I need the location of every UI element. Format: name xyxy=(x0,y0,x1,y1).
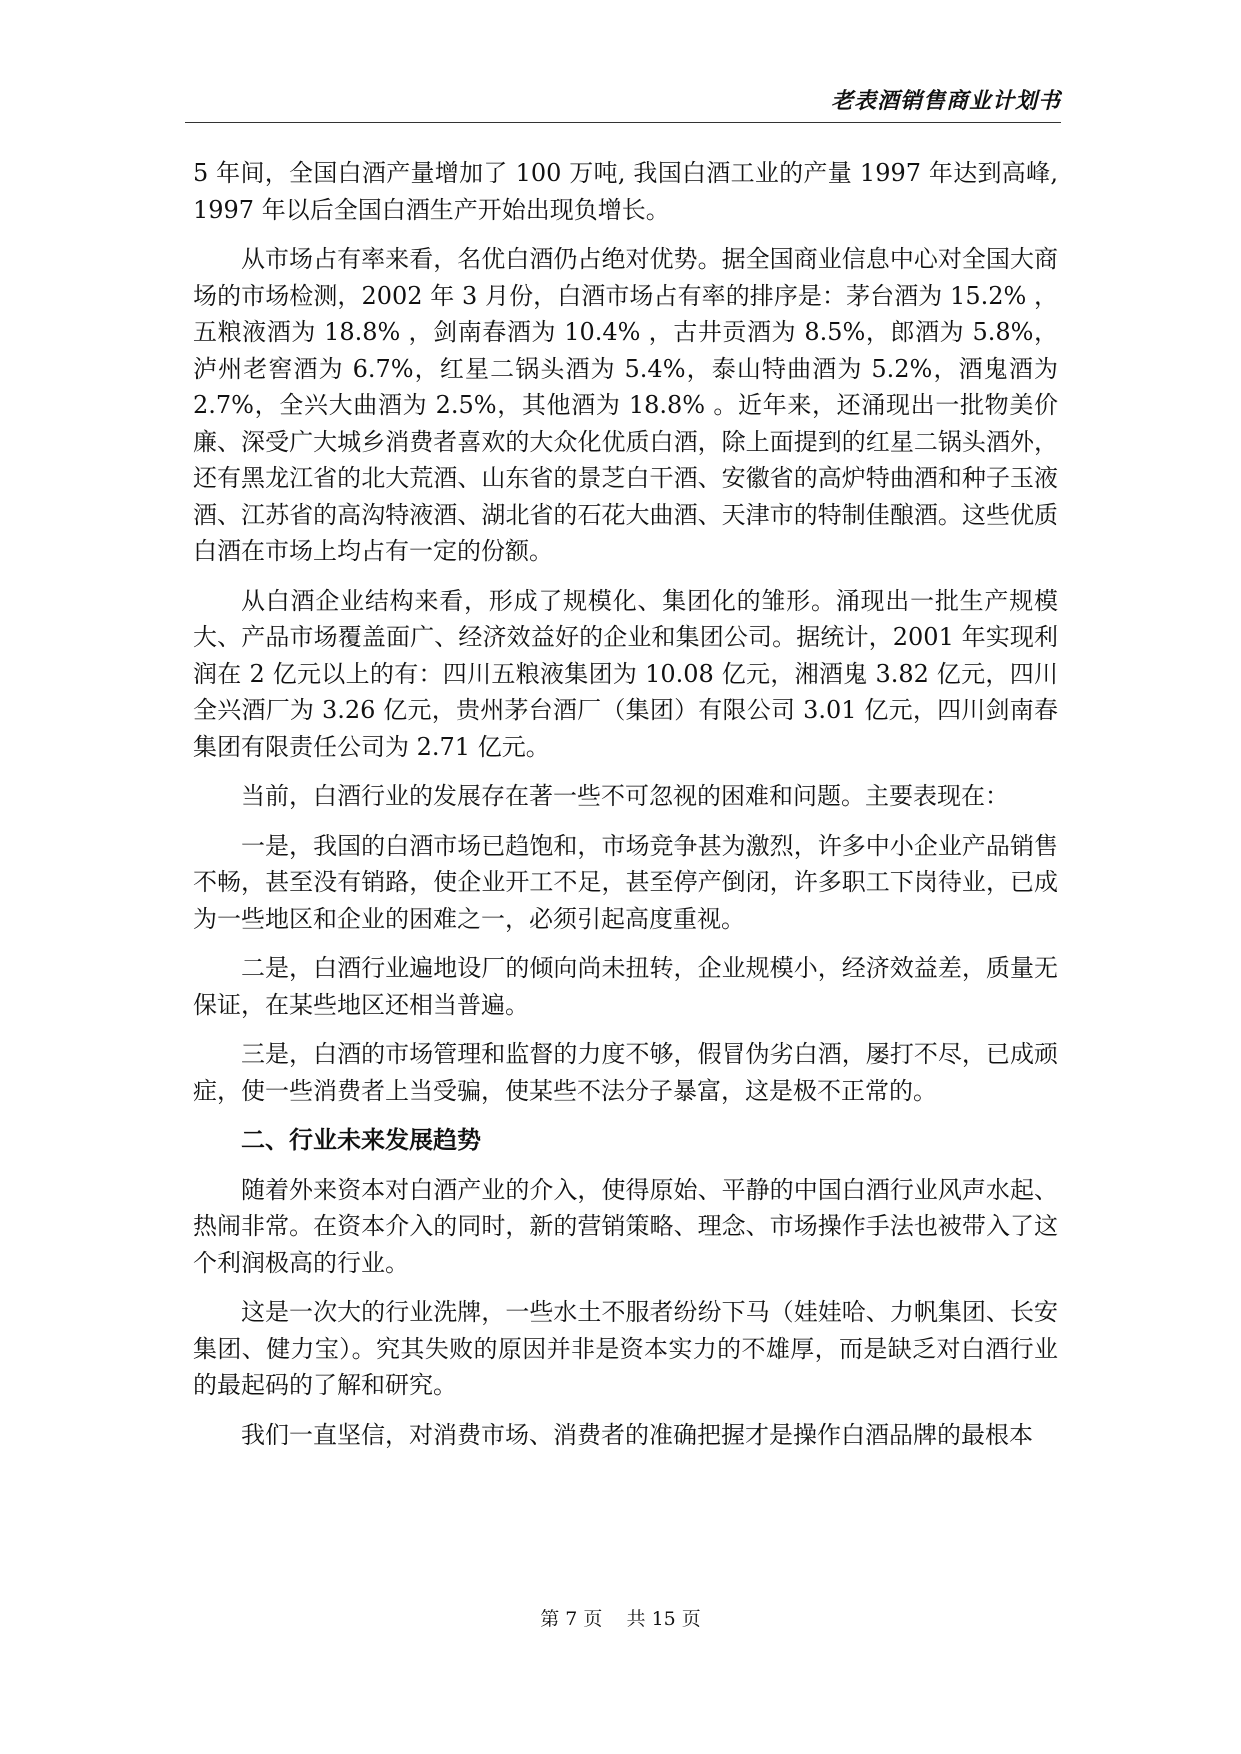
paragraph: 从市场占有率来看，名优白酒仍占绝对优势。据全国商业信息中心对全国大商场的市场检测，2002 年 3 月份，白酒市场占有率的排序是：茅台酒为 15.2% ，五粮液酒为 18.8% ，剑南春酒为 10.4% ，古井贡酒为 8.5%，郎酒为 5.8%，泸州老窖酒为 6.7%，红星二锅头酒为 5.4%，泰山特曲酒为 5.2%，酒鬼酒为 2.7%，全兴大曲酒为 2.5%，其他酒为 18.8% 。近年来，还涌现出一批物美价廉、深受广大城乡消费者喜欢的大众化优质白酒，除上面提到的红星二锅头酒外，还有黑龙江省的北大荒酒、山东省的景芝白干酒、安徽省的高炉特曲酒和种子玉液酒、江苏省的高沟特液酒、湖北省的石花大曲酒、天津市的特制佳酿酒。这些优质白酒在市场上均占有一定的份额。 xyxy=(193,245,1058,565)
paragraph: 随着外来资本对白酒产业的介入，使得原始、平静的中国白酒行业风声水起、热闹非常。在资本介入的同时，新的营销策略、理念、市场操作手法也被带入了这个利润极高的行业。 xyxy=(193,1175,1058,1277)
paragraph: 这是一次大的行业洗牌，一些水土不服者纷纷下马（娃娃哈、力帆集团、长安集团、健力宝）。究其失败的原因并非是资本实力的不雄厚，而是缺乏对白酒行业的最起码的了解和研究。 xyxy=(193,1298,1058,1399)
header-title: 老表酒销售商业计划书 xyxy=(830,88,1061,114)
paragraph: 我们一直坚信，对消费市场、消费者的准确把握才是操作白酒品牌的最根本 xyxy=(241,1420,1033,1449)
page-header xyxy=(185,82,1061,123)
page-footer xyxy=(0,1604,1241,1631)
paragraph: 二是，白酒行业遍地设厂的倾向尚未扭转，企业规模小，经济效益差，质量无保证，在某些地区还相当普遍。 xyxy=(193,954,1058,1019)
paragraph: 5 年间，全国白酒产量增加了 100 万吨, 我国白酒工业的产量 1997 年达到高峰, 1997 年以后全国白酒生产开始出现负增长。 xyxy=(193,159,1058,224)
section-heading: 二、行业未来发展趋势 xyxy=(241,1126,481,1154)
page-number: 第 7 页 共 15 页 xyxy=(540,1608,701,1630)
paragraph: 从白酒企业结构来看，形成了规模化、集团化的雏形。涌现出一批生产规模大、产品市场覆盖面广、经济效益好的企业和集团公司。据统计，2001 年实现利润在 2 亿元以上的有：四川五粮液集团为 10.08 亿元，湘酒鬼 3.82 亿元，四川全兴酒厂为 3.26 亿元，贵州茅台酒厂（集团）有限公司 3.01 亿元，四川剑南春集团有限责任公司为 2.71 亿元。 xyxy=(193,586,1058,761)
paragraph: 一是，我国的白酒市场已趋饱和，市场竞争甚为激烈，许多中小企业产品销售不畅，甚至没有销路，使企业开工不足，甚至停产倒闭，许多职工下岗待业，已成为一些地区和企业的困难之一，必须引起高度重视。 xyxy=(193,831,1058,933)
document-body xyxy=(193,155,1058,1466)
paragraph: 三是，白酒的市场管理和监督的力度不够，假冒伪劣白酒，屡打不尽，已成顽症，使一些消费者上当受骗，使某些不法分子暴富，这是极不正常的。 xyxy=(193,1040,1058,1105)
paragraph: 当前，白酒行业的发展存在著一些不可忽视的困难和问题。主要表现在： xyxy=(241,782,1009,810)
